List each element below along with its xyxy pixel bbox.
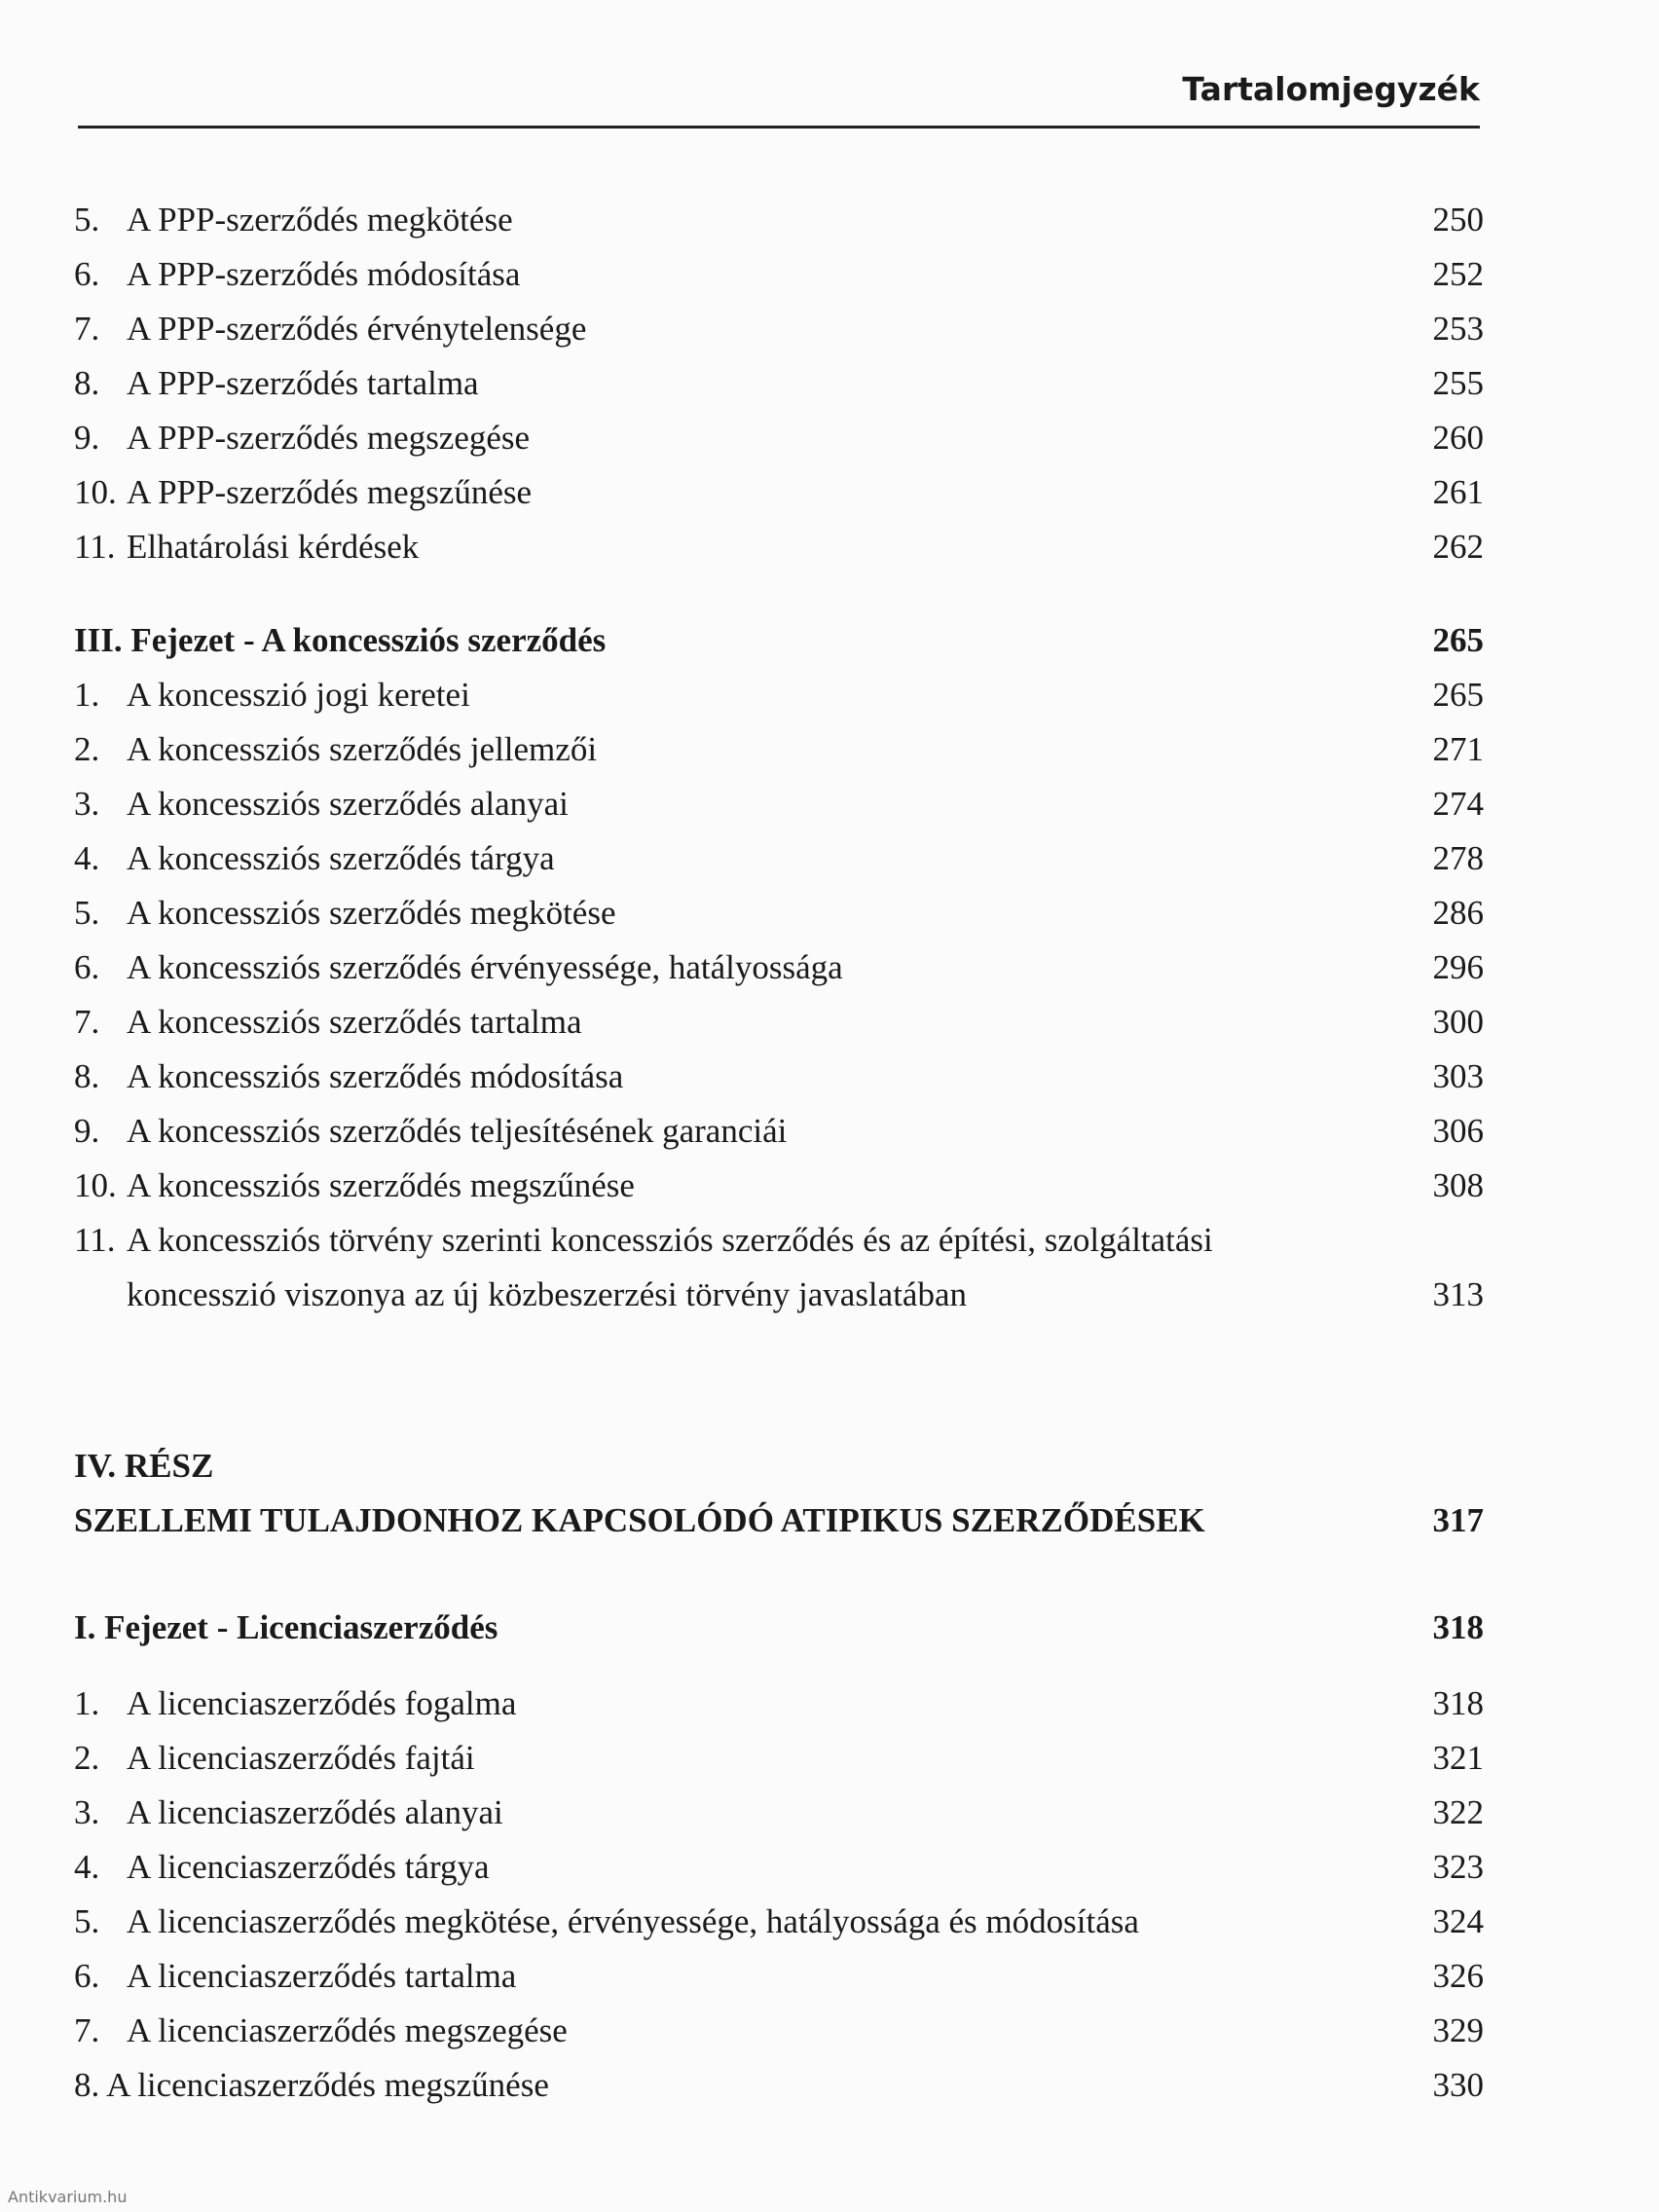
entry-title-line1: A koncessziós törvény szerinti koncessziós szerződés és az építési, szolgáltatási [127, 1221, 1213, 1259]
toc-entry [74, 1840, 1484, 1895]
entry-number: 7. [74, 1003, 100, 1041]
entry-title: A licenciaszerződés alanyai [127, 1793, 503, 1831]
entry-number: 3. [74, 785, 100, 823]
entry-title: A licenciaszerződés tárgya [127, 1848, 490, 1886]
entry-title: A koncesszió jogi keretei [127, 676, 470, 714]
entry-title-line2: koncesszió viszonya az új közbeszerzési törvény javaslatában [127, 1275, 967, 1313]
entry-number: 7. [74, 2011, 100, 2049]
running-head: Tartalomjegyzék [1182, 70, 1480, 108]
entry-number: 3. [74, 1793, 100, 1831]
entry-title: A PPP-szerződés érvénytelensége [127, 310, 587, 348]
entry-number: 2. [74, 730, 100, 768]
toc-entry [74, 940, 1484, 995]
part-title: SZELLEMI TULAJDONHOZ KAPCSOLÓDÓ ATIPIKUS SZERZŐDÉSEK [74, 1501, 1205, 1539]
entry-page: 253 [1432, 310, 1484, 348]
entry-number: 10. [74, 473, 117, 511]
toc-entry [74, 1050, 1484, 1104]
entry-page: 324 [1432, 1902, 1484, 1940]
chapter-title: III. Fejezet - A koncessziós szerződés [74, 621, 607, 659]
entry-number: 5. [74, 894, 100, 932]
entry-title: A koncessziós szerződés tárgya [127, 839, 555, 877]
entry-page: 303 [1432, 1057, 1484, 1095]
toc-entry [74, 831, 1484, 886]
toc-entry [74, 247, 1484, 302]
entry-title: A PPP-szerződés megkötése [127, 201, 513, 239]
entry-number: 4. [74, 839, 100, 877]
entry-number: 4. [74, 1848, 100, 1886]
entry-number: 9. [74, 419, 100, 457]
table-of-contents [74, 193, 1484, 2113]
entry-number: 2. [74, 1739, 100, 1777]
entry-number: 10. [74, 1166, 117, 1204]
part-label: IV. RÉSZ [74, 1447, 214, 1485]
entry-title: A licenciaszerződés fogalma [127, 1684, 517, 1722]
toc-entry [74, 777, 1484, 831]
entry-number: 11. [74, 1221, 116, 1259]
entry-page: 300 [1432, 1003, 1484, 1041]
toc-entry [74, 1104, 1484, 1159]
toc-entry [74, 520, 1484, 574]
toc-entry [74, 1731, 1484, 1786]
entry-number: 1. [74, 676, 100, 714]
entry-number: 5. [74, 1902, 100, 1940]
entry-title: A koncessziós szerződés megszűnése [127, 1166, 635, 1204]
entry-title: A PPP-szerződés megszűnése [127, 473, 533, 511]
entry-number: 7. [74, 310, 100, 348]
entry-title: A koncessziós szerződés alanyai [127, 785, 569, 823]
chapter-heading [74, 1601, 1484, 1655]
entry-title: A licenciaszerződés megkötése, érvényessége, hatályossága és módosítása [127, 1902, 1139, 1940]
toc-entry [74, 1159, 1484, 1213]
entry-page: 318 [1432, 1684, 1484, 1722]
entry-title: 8. A licenciaszerződés megszűnése [74, 2066, 549, 2104]
toc-entry [74, 2004, 1484, 2058]
toc-entry [74, 722, 1484, 777]
toc-entry [74, 302, 1484, 356]
chapter-page: 318 [1432, 1608, 1484, 1646]
entry-page: 308 [1432, 1166, 1484, 1204]
entry-page: 286 [1432, 894, 1484, 932]
entry-title: A koncessziós szerződés érvényessége, hatályossága [127, 948, 843, 986]
toc-entry [74, 668, 1484, 722]
entry-page: 329 [1432, 2011, 1484, 2049]
toc-entry [74, 356, 1484, 411]
toc-entry [74, 2058, 1484, 2113]
toc-entry [74, 1786, 1484, 1840]
entry-number: 6. [74, 1957, 100, 1995]
toc-entry [74, 193, 1484, 247]
entry-page: 296 [1432, 948, 1484, 986]
entry-page: 261 [1432, 473, 1484, 511]
entry-page: 330 [1432, 2066, 1484, 2104]
entry-title: A PPP-szerződés módosítása [127, 255, 521, 293]
part-heading [74, 1493, 1484, 1548]
entry-title: A koncessziós szerződés megkötése [127, 894, 616, 932]
chapter-title: I. Fejezet - Licenciaszerződés [74, 1608, 498, 1646]
entry-page: 322 [1432, 1793, 1484, 1831]
toc-entry [74, 1677, 1484, 1731]
entry-page: 262 [1432, 528, 1484, 566]
entry-title: A licenciaszerződés tartalma [127, 1957, 517, 1995]
toc-entry [74, 1895, 1484, 1949]
chapter-page: 265 [1432, 621, 1484, 659]
entry-page: 313 [1432, 1275, 1484, 1313]
toc-entry [74, 995, 1484, 1050]
entry-number: 8. [74, 364, 100, 402]
entry-number: 6. [74, 948, 100, 986]
chapter-heading [74, 613, 1484, 668]
entry-page: 252 [1432, 255, 1484, 293]
entry-page: 323 [1432, 1848, 1484, 1886]
entry-title: A licenciaszerződés fajtái [127, 1739, 475, 1777]
entry-page: 255 [1432, 364, 1484, 402]
entry-title: A koncessziós szerződés módosítása [127, 1057, 624, 1095]
entry-title: A PPP-szerződés tartalma [127, 364, 479, 402]
entry-number: 1. [74, 1684, 100, 1722]
entry-title: A koncessziós szerződés teljesítésének garanciái [127, 1112, 788, 1150]
toc-entry [74, 1949, 1484, 2004]
toc-entry [74, 465, 1484, 520]
entry-page: 265 [1432, 676, 1484, 714]
entry-number: 11. [74, 528, 116, 566]
entry-page: 326 [1432, 1957, 1484, 1995]
entry-title: A PPP-szerződés megszegése [127, 419, 531, 457]
toc-entry [74, 411, 1484, 465]
entry-title: A koncessziós szerződés jellemzői [127, 730, 598, 768]
toc-entry [74, 1213, 1484, 1268]
entry-title: A licenciaszerződés megszegése [127, 2011, 568, 2049]
entry-page: 278 [1432, 839, 1484, 877]
entry-page: 274 [1432, 785, 1484, 823]
entry-number: 6. [74, 255, 100, 293]
entry-title: A koncessziós szerződés tartalma [127, 1003, 582, 1041]
entry-number: 9. [74, 1112, 100, 1150]
entry-page: 260 [1432, 419, 1484, 457]
entry-title: Elhatárolási kérdések [127, 528, 420, 566]
entry-page: 306 [1432, 1112, 1484, 1150]
entry-page: 271 [1432, 730, 1484, 768]
toc-entry-continuation [74, 1268, 1484, 1322]
watermark: Antikvarium.hu [8, 2188, 128, 2206]
entry-page: 250 [1432, 201, 1484, 239]
entry-number: 5. [74, 201, 100, 239]
entry-number: 8. [74, 1057, 100, 1095]
toc-entry [74, 886, 1484, 940]
header-rule [78, 126, 1480, 129]
part-page: 317 [1432, 1501, 1484, 1539]
entry-page: 321 [1432, 1739, 1484, 1777]
